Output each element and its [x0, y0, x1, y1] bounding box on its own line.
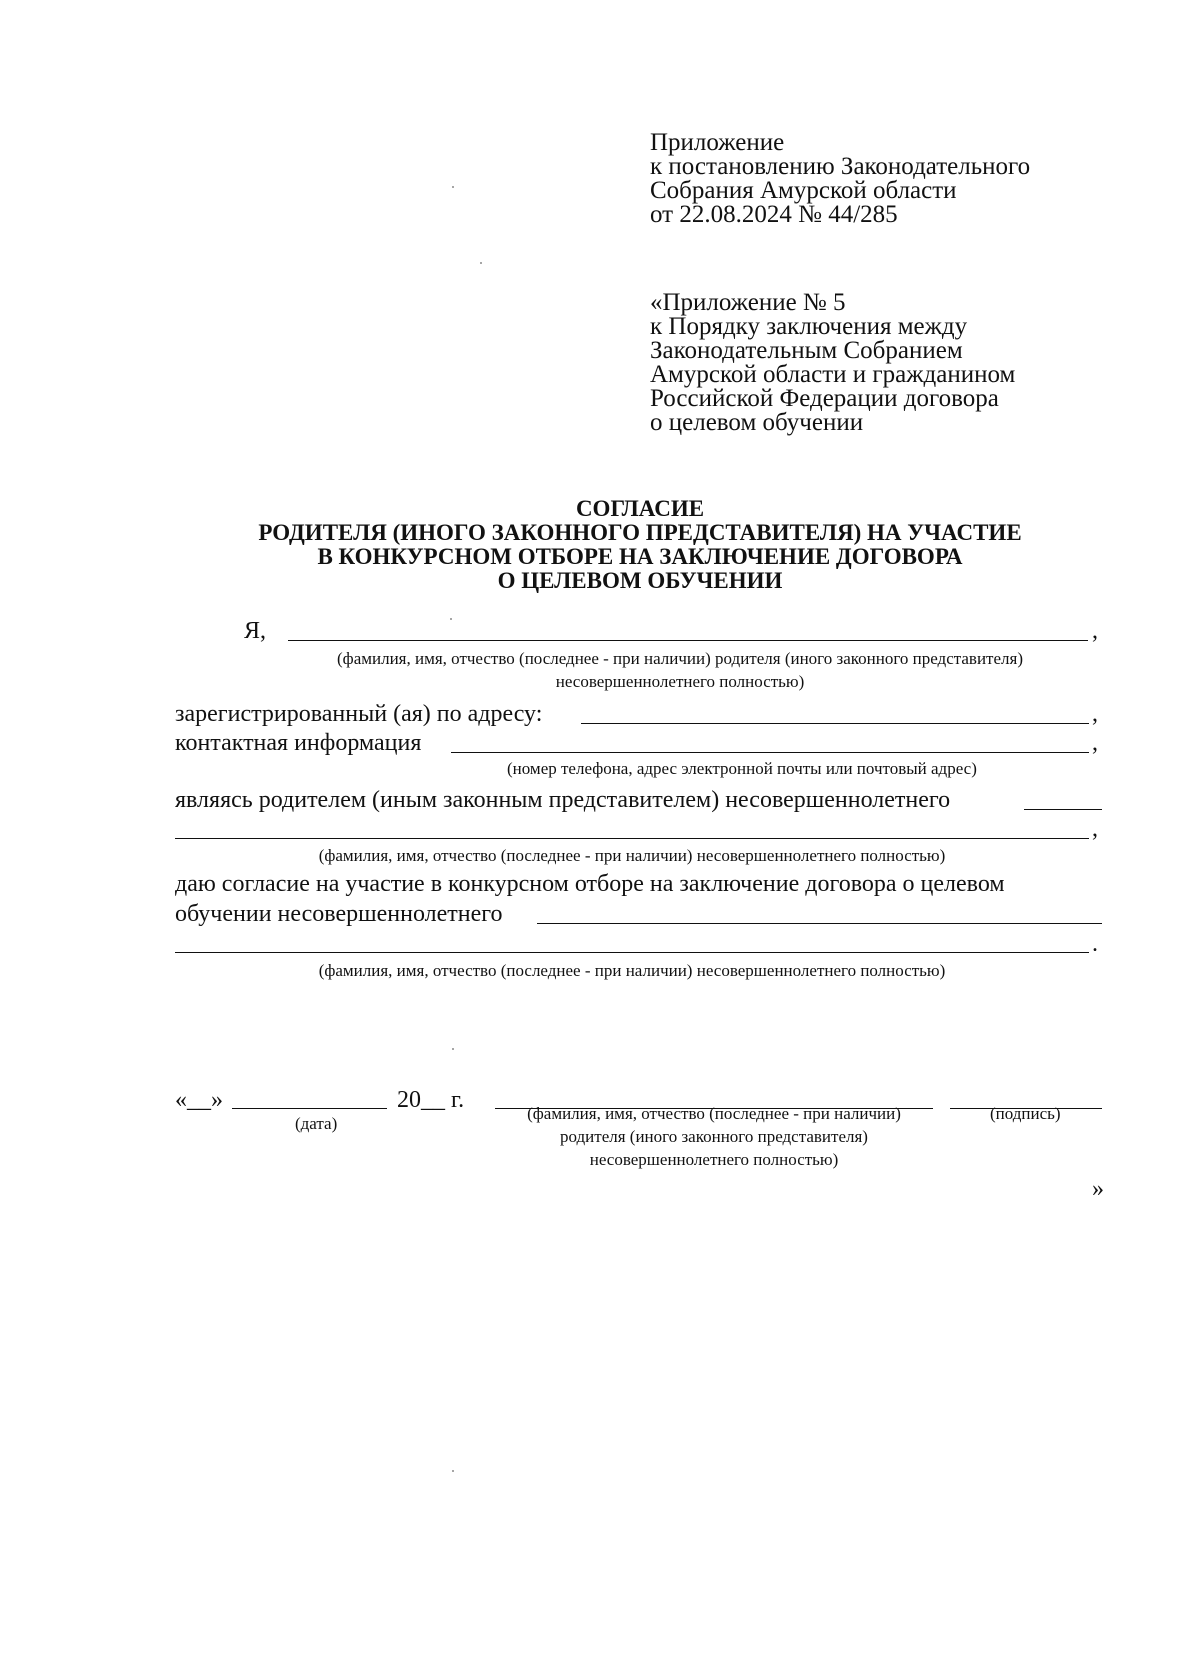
document-title-line: В КОНКУРСНОМ ОТБОРЕ НА ЗАКЛЮЧЕНИЕ ДОГОВОРА [317, 544, 963, 569]
approval-line: от 22.08.2024 № 44/285 [650, 201, 898, 228]
parent-name-field[interactable] [288, 640, 1088, 641]
scan-speck [450, 618, 452, 620]
name-caption: несовершеннолетнего полностью) [589, 1150, 839, 1169]
period: . [1092, 931, 1098, 957]
approval-line: Приложение [650, 129, 785, 156]
scan-speck [452, 1470, 454, 1472]
document-title-line: РОДИТЕЛЯ (ИНОГО ЗАКОННОГО ПРЕДСТАВИТЕЛЯ) НА УЧАСТИЕ [258, 520, 1022, 545]
date-month-field[interactable] [232, 1108, 387, 1109]
minor-name-caption: (фамилия, имя, отчество (последнее - при наличии) несовершеннолетнего полностью) [318, 846, 946, 865]
closing-quote: » [1092, 1176, 1104, 1202]
name-caption: родителя (иного законного представителя) [560, 1127, 868, 1146]
contact-label: контактная информация [175, 730, 422, 756]
consent-text: даю согласие на участие в конкурсном отборе на заключение договора о целевом [175, 871, 1005, 897]
signature-caption: (подпись) [990, 1104, 1061, 1123]
annex-line: «Приложение № 5 [650, 289, 846, 316]
scan-speck [452, 186, 454, 188]
document-title-line: О ЦЕЛЕВОМ ОБУЧЕНИИ [497, 568, 783, 593]
document-title: СОГЛАСИЕ [575, 496, 705, 521]
approval-line: Собрания Амурской области [650, 177, 957, 204]
annex-line: Законодательным Собранием [650, 337, 963, 364]
scan-speck [480, 262, 482, 264]
parent-name-caption: (фамилия, имя, отчество (последнее - при наличии) родителя (иного законного представителя) [337, 649, 1023, 668]
minor-name-field[interactable] [1024, 809, 1102, 810]
date-day-quote: «__» [175, 1087, 223, 1113]
address-label: зарегистрированный (ая) по адресу: [175, 701, 543, 727]
comma: , [1092, 730, 1098, 756]
approval-line: к постановлению Законодательного [650, 153, 1031, 180]
consent-minor-name-field-continuation[interactable] [175, 952, 1089, 953]
minor-name-caption-2: (фамилия, имя, отчество (последнее - при наличии) несовершеннолетнего полностью) [318, 961, 946, 980]
comma: , [1092, 816, 1098, 842]
comma: , [1092, 618, 1098, 644]
contact-caption: (номер телефона, адрес электронной почты или почтовый адрес) [507, 759, 977, 778]
annex-line: Российской Федерации договора [650, 385, 999, 412]
year-text: 20__ г. [397, 1087, 465, 1113]
minor-name-field-continuation[interactable] [175, 838, 1089, 839]
contact-field[interactable] [451, 752, 1089, 753]
date-caption: (дата) [295, 1114, 338, 1133]
being-parent-text: являясь родителем (иным законным представителем) несовершеннолетнего [175, 787, 951, 813]
annex-line: о целевом обучении [650, 409, 864, 436]
parent-name-caption: несовершеннолетнего полностью) [555, 672, 805, 691]
ya-label: Я, [244, 618, 267, 644]
address-field[interactable] [581, 723, 1089, 724]
annex-line: Амурской области и гражданином [650, 361, 1016, 388]
scan-speck [452, 1048, 454, 1050]
consent-text-2: обучении несовершеннолетнего [175, 901, 503, 927]
name-caption: (фамилия, имя, отчество (последнее - при наличии) [527, 1104, 901, 1123]
consent-minor-name-field[interactable] [537, 923, 1102, 924]
comma: , [1092, 701, 1098, 727]
annex-line: к Порядку заключения между [650, 313, 968, 340]
